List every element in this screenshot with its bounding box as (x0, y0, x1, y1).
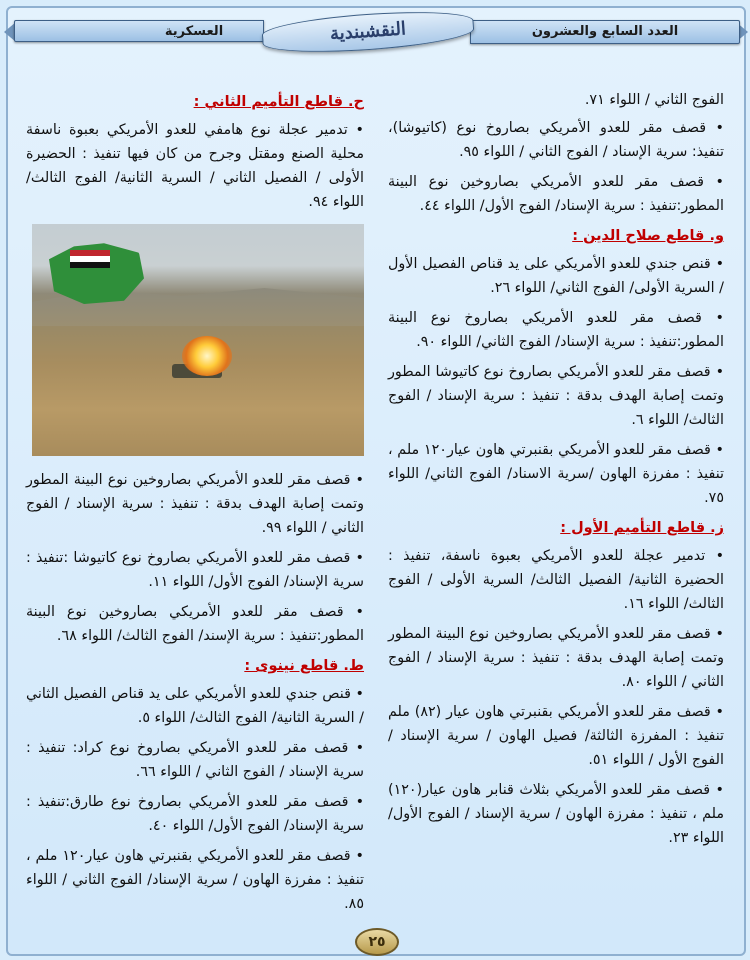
bullet-item: • قنص جندي للعدو الأمريكي على يد قناص الفصيل الثاني / السرية الثانية/ الفوج الثالث/ اللواء ٥. (26, 682, 364, 730)
bullet-item: • قصف مقر للعدو الأمريكي بصاروخ نوع كراد: تنفيذ : سرية الإسناد / الفوج الثاني / اللواء ٦٦. (26, 736, 364, 784)
bullet-item: • قصف مقر للعدو الأمريكي بقنبرتي هاون عيار١٢٠ ملم ، تنفيذ : مفرزة الهاون / سرية الإسناد/ الفوج الثاني / اللواء ٨٥. (26, 844, 364, 916)
bullet-item: • قنص جندي للعدو الأمريكي على يد قناص الفصيل الأول / السرية الأولى/ الفوج الثاني/ اللواء ٢٦. (388, 252, 724, 300)
bullet-item: • قصف مقر للعدو الأمريكي بصاروخين نوع البينة المطور وتمت إصابة الهدف بدقة : تنفيذ : سرية الإسناد / الفوج الثاني / اللواء ٩٩. (26, 468, 364, 540)
section-heading: ح. قاطع التأميم الثاني : (193, 94, 364, 110)
bullet-item: • قصف مقر للعدو الأمريكي بصاروخ نوع طارق:تنفيذ : سرية الإسناد/ الفوج الأول/ اللواء ٤٠. (26, 790, 364, 838)
bullet-item: • قصف مقر للعدو الأمريكي بثلاث قنابر هاون عيار(١٢٠) ملم ، تنفيذ : مفرزة الهاون / سرية الإسناد / الفوج الأول/ اللواء ٢٣. (388, 778, 724, 850)
bullet-item: • قصف مقر للعدو الأمريكي بقنبرتي هاون عيار (٨٢) ملم تنفيذ : المفرزة الثالثة/ فصيل الهاون / سرية الإسناد / الفوج الأول / اللواء ٥١. (388, 700, 724, 772)
header-banner (0, 0, 750, 80)
bullet-item: • قصف مقر للعدو الأمريكي بصاروخين نوع البينة المطور:تنفيذ : سرية الإسناد/ الفوج الأول/ اللواء ٤٤. (388, 170, 724, 218)
section-heading: ز. قاطع التأميم الأول : (560, 520, 724, 536)
bullet-item: • قصف مقر للعدو الأمريكي بصاروخين نوع البينة المطور وتمت إصابة الهدف بدقة : تنفيذ : سرية الإسناد / الفوج الثاني / اللواء ٨٠. (388, 622, 724, 694)
issue-label: العدد السابع والعشرون (470, 20, 740, 44)
page-number: ٢٥ (355, 928, 399, 956)
bullet-item: • قصف مقر للعدو الأمريكي بصاروخ نوع البينة المطور:تنفيذ : سرية الإسناد/ الفوج الثاني/ اللواء ٩٠. (388, 306, 724, 354)
right-column (388, 88, 724, 856)
bullet-item: • قصف مقر للعدو الأمريكي بقنبرتي هاون عيار١٢٠ ملم ، تنفيذ : مفرزة الهاون /سرية الاسناد/ الفوج الثاني/ اللواء ٧٥. (388, 438, 724, 510)
left-column (26, 88, 364, 922)
flag-icon (70, 250, 110, 268)
magazine-title: النقشبندية (261, 7, 475, 58)
bullet-item: • تدمير عجلة نوع هامفي للعدو الأمريكي بعبوة ناسفة محلية الصنع ومقتل وجرح من كان فيها تنفيذ : الحضيرة الأولى / الفصيل الثاني / السرية الثانية/ الفوج الثالث/ اللواء ٩٤. (26, 118, 364, 214)
explosion-photo (32, 224, 364, 456)
paragraph: الفوج الثاني / اللواء ٧١. (584, 92, 724, 108)
bullet-item: • قصف مقر للعدو الأمريكي بصاروخ نوع (كاتيوشا)، تنفيذ: سرية الإسناد / الفوج الثاني / اللواء ٩٥. (388, 116, 724, 164)
photo-explosion (182, 336, 232, 376)
section-heading: و. قاطع صلاح الدين : (572, 228, 724, 244)
bullet-item: • قصف مقر للعدو الأمريكي بصاروخين نوع البينة المطور:تنفيذ : سرية الإسند/ الفوج الثالث/ اللواء ٦٨. (26, 600, 364, 648)
bullet-item: • قصف مقر للعدو الأمريكي بصاروخ نوع كاتيوشا المطور وتمت إصابة الهدف بدقة : تنفيذ : سرية الإسناد / الفوج الثالث/ اللواء ٦. (388, 360, 724, 432)
section-label: العسكرية (14, 20, 264, 42)
bullet-item: • تدمير عجلة للعدو الأمريكي بعبوة ناسفة، تنفيذ : الحضيرة الثانية/ الفصيل الثالث/ السرية الأولى / الفوج الثالث/ اللواء ١٦. (388, 544, 724, 616)
section-heading: ط. قاطع نينوى : (244, 658, 364, 674)
bullet-item: • قصف مقر للعدو الأمريكي بصاروخ نوع كاتيوشا :تنفيذ : سرية الإسناد/ الفوج الأول/ اللواء ١١. (26, 546, 364, 594)
